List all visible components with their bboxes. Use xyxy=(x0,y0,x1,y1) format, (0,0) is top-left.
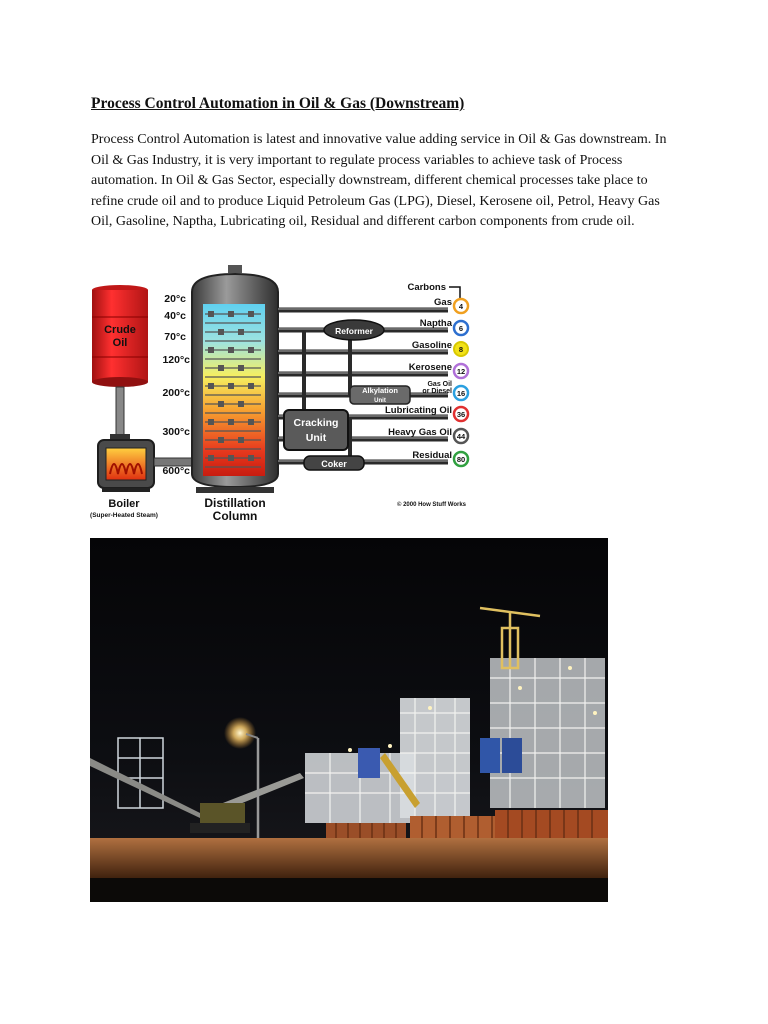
temp-120: 120°c xyxy=(162,354,190,366)
copyright-note: © 2000 How Stuff Works xyxy=(397,502,466,508)
coker-label: Coker xyxy=(321,459,347,469)
boiler-sublabel: (Super-Heated Steam) xyxy=(90,512,158,519)
carbon-badge-naptha: 6 xyxy=(458,324,464,333)
temp-600: 600°c xyxy=(162,465,190,477)
product-residual: Residual xyxy=(412,450,452,461)
carbon-badge-residual: 80 xyxy=(456,455,466,464)
carbon-badge-gasoline: 8 xyxy=(458,345,464,354)
crude-oil-label-2: Oil xyxy=(112,337,128,349)
page-title: Process Control Automation in Oil & Gas (Downstream) xyxy=(91,95,465,112)
carbon-badge-lubricating: 36 xyxy=(456,410,466,419)
temp-200: 200°c xyxy=(162,387,190,399)
crude-oil-label: Crude xyxy=(104,324,136,336)
product-kerosene: Kerosene xyxy=(408,362,452,373)
distillation-column xyxy=(192,265,278,493)
column-label-2: Column xyxy=(212,509,258,523)
carbons-header: Carbons xyxy=(407,282,446,293)
cracking-unit xyxy=(284,410,348,450)
refinery-diagram xyxy=(88,262,480,530)
crude-oil-tank xyxy=(92,285,148,387)
product-gasoline: Gasoline xyxy=(411,340,452,351)
column-label: Distillation xyxy=(204,496,266,510)
product-lubricating: Lubricating Oil xyxy=(384,405,452,416)
cracking-label-2: Unit xyxy=(305,432,327,444)
boiler xyxy=(98,440,154,492)
carbon-badge-kerosene: 12 xyxy=(456,367,466,376)
reformer-unit xyxy=(324,320,384,340)
temp-20: 20°c xyxy=(164,293,186,305)
product-gas: Gas xyxy=(434,297,452,308)
boiler-label: Boiler xyxy=(108,498,140,510)
carbon-badge-heavy-gas-oil: 44 xyxy=(456,432,466,441)
temp-70: 70°c xyxy=(164,331,186,343)
cracking-label: Cracking xyxy=(293,417,339,429)
temp-300: 300°c xyxy=(162,426,190,438)
product-gas-oil: Gas Oil xyxy=(427,381,452,388)
alkylation-label: Alkylation xyxy=(362,386,398,395)
carbon-badge-gas: 4 xyxy=(458,302,464,311)
reformer-label: Reformer xyxy=(335,326,373,336)
carbon-badge-diesel: 16 xyxy=(456,389,466,398)
coker-unit xyxy=(304,456,364,470)
product-diesel: or Diesel xyxy=(422,388,452,395)
product-naptha: Naptha xyxy=(419,318,452,329)
intro-paragraph: Process Control Automation is latest and innovative value adding service in Oil & Gas downstream. In Oil & Gas Industry, it is very important to regulate process variables to achieve task of Process automation. In Oil & Gas Sector, especially downstream, different chemical processes take place to refine crude oil and to produce Liquid Petroleum Gas (LPG), Diesel, Kerosene oil, Petrol, Heavy Gas Oil, Gasoline, Naptha, Lubricating oil, Residual and different carbon components from crude oil. xyxy=(91,132,667,229)
alkylation-label-2: Unit xyxy=(374,398,386,404)
alkylation-unit xyxy=(350,386,410,404)
product-labels xyxy=(385,297,453,461)
temp-40: 40°c xyxy=(164,310,186,322)
temperature-labels xyxy=(162,293,190,477)
carbon-badges xyxy=(454,299,468,466)
refinery-night-photo xyxy=(90,538,608,902)
product-heavy-gas-oil: Heavy Gas Oil xyxy=(388,427,452,438)
